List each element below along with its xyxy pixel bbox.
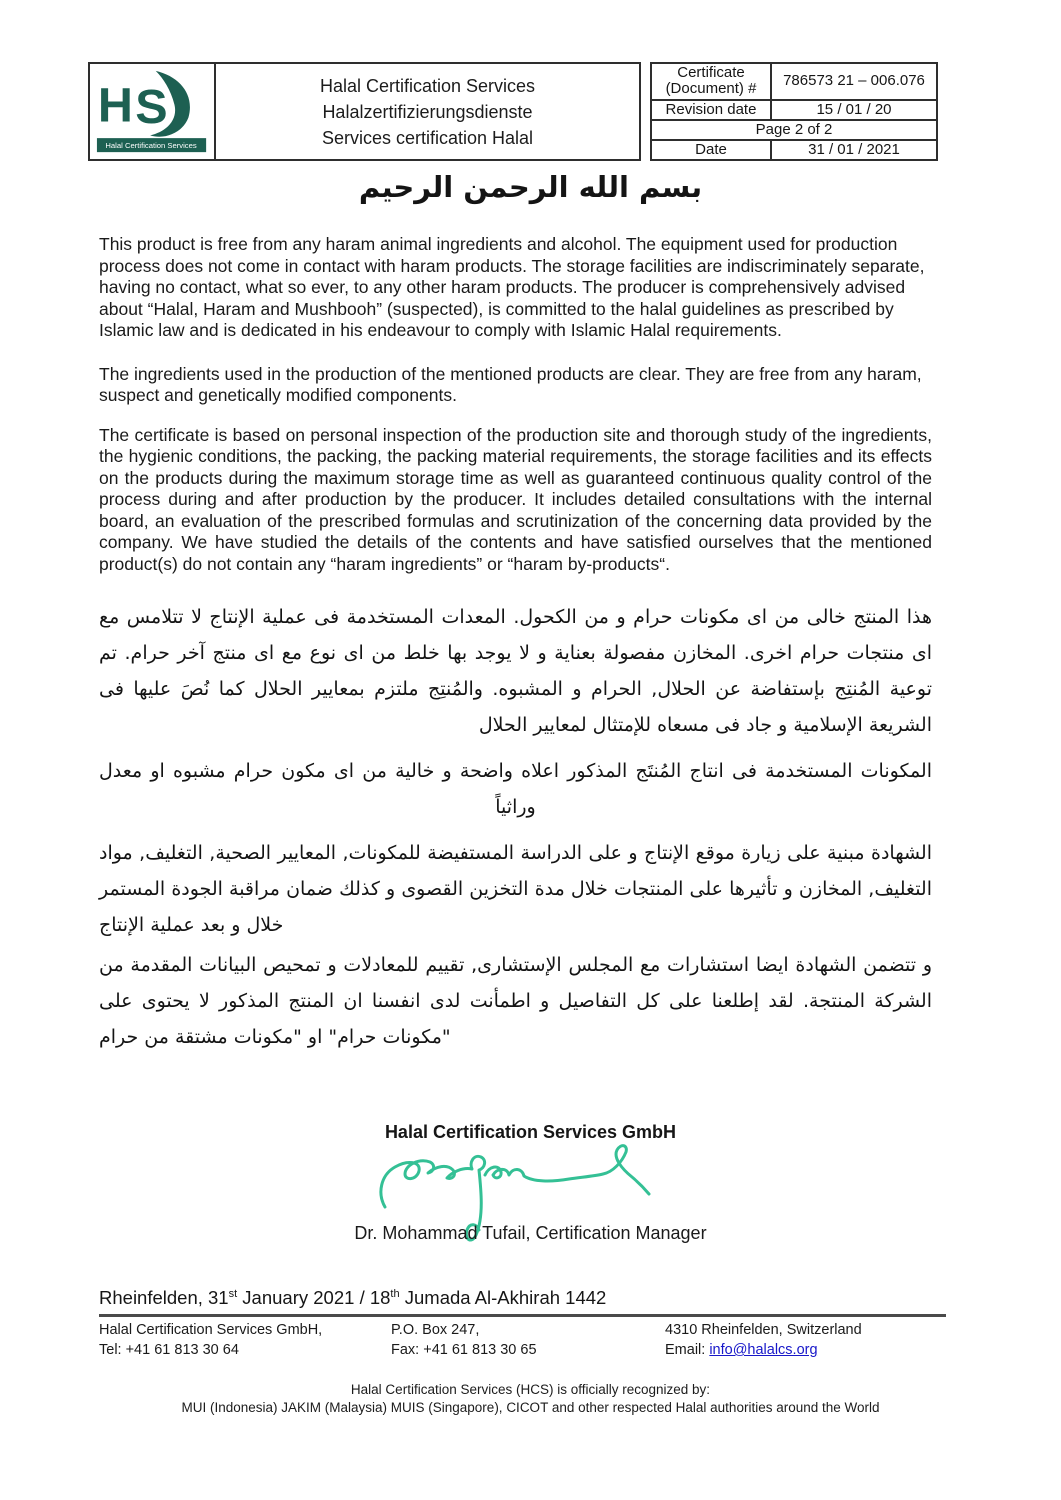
paragraph-ar-4: و تتضمن الشهادة ايضا استشارات مع المجلس الإستشارى, تقييم للمعادلات و تمحيص البيانات المقدمة من الشركة المنتجة. لقد إطلعنا على كل التفاصيل و اطمأنت لدى انفسنا ان المنتج المذكور لا يحتوى على "مكونات حرام" او "مكونات مشتقة من حرام [99, 954, 932, 1048]
email-link[interactable]: info@halalcs.org [709, 1342, 818, 1358]
table-row [651, 100, 937, 120]
dateline-suffix: Jumada Al-Akhirah 1442 [399, 1287, 607, 1308]
org-title-fr: Services certification Halal [321, 127, 534, 148]
logo-letter-s: S [135, 79, 168, 134]
footer-tel: Tel: +41 61 813 30 64 [99, 1342, 239, 1358]
signature-and-footer [0, 1122, 1061, 1417]
paragraph-en-3: The certificate is based on personal inspection of the production site and thorough study of the ingredients, the hygienic conditions, the packing, the packing material requirements, the storage facilities and its effects on the products during the maximum storage time as well as guaranteed continuous quality control of the process during and after production by the producer. It includes detailed consultations with the internal board, an evaluation of the prescribed formulas and scrutinization of the concerning data provided by the company. We have studied the details of the contents and have satisfied ourselves that the mentioned product(s) do not contain any “haram ingredients” or “haram by-products“. [99, 424, 932, 574]
org-titles [216, 64, 639, 159]
dateline-prefix: Rheinfelden, 31 [99, 1287, 229, 1308]
dateline [99, 1287, 946, 1317]
dateline-mid: January 2021 / 18 [237, 1287, 391, 1308]
footer-col-pobox [391, 1320, 665, 1360]
certificate-meta-table [650, 62, 938, 161]
footer-email-line [665, 1340, 946, 1360]
footer-city: 4310 Rheinfelden, Switzerland [665, 1322, 862, 1338]
footer-pobox: P.O. Box 247, [391, 1322, 480, 1338]
certificate-number-value: 786573 21 – 006.076 [771, 63, 937, 100]
company-name: Halal Certification Services GmbH [384, 1122, 677, 1142]
paragraph-en-2: The ingredients used in the production of the mentioned products are clear. They are free from any haram, suspect and genetically modified components. [99, 363, 922, 405]
document-header [88, 62, 1061, 161]
bismillah-calligraphy: بسم الله الرحمن الرحيم [358, 170, 703, 204]
footer-email-label: Email: [665, 1342, 710, 1358]
footer-company-line: Halal Certification Services GmbH, [99, 1322, 323, 1338]
footer-fax: Fax: +41 61 813 30 65 [391, 1342, 537, 1358]
paragraph-ar-2: المكونات المستخدمة فى انتاج المُنتَج المذكور اعلاه واضحة و خالية من اى مكون حرام مشبوه او معدل وراثياً [99, 760, 932, 818]
signer-name: Dr. Mohammad Tufail, Certification Manager [354, 1223, 707, 1243]
table-row [651, 63, 937, 100]
logo-banner-text: Halal Certification Services [105, 140, 197, 150]
recognition-statement [0, 1381, 1061, 1417]
date-label: Date [651, 140, 771, 160]
revision-date-label: Revision date [651, 100, 771, 120]
paragraph-en-1: This product is free from any haram animal ingredients and alcohol. The equipment used for production process does not come in contact with haram products. The storage facilities are indiscriminately separate, having no contact, what so ever, to any other haram products. The producer is comprehensively advised about “Halal, Haram and Mushbooh” (suspected), is committed to the halal guidelines as prescribed by Islamic law and is dedicated in his endeavour to comply with Islamic Halal requirements. [99, 234, 925, 340]
footer-contact [99, 1320, 946, 1360]
dateline-sup-st: st [228, 1287, 238, 1300]
recognition-line-2: MUI (Indonesia) JAKIM (Malaysia) MUIS (Singapore), CICOT and other respected Halal authorities around the World [181, 1400, 880, 1415]
hcs-logo [90, 64, 216, 159]
table-row [651, 120, 937, 139]
signature-block [0, 1143, 1061, 1247]
date-value: 31 / 01 / 2021 [771, 140, 937, 160]
header-identity-box [88, 62, 641, 161]
certificate-number-label: Certificate (Document) # [651, 63, 771, 100]
org-title-de: Halalzertifizierungsdienste [322, 101, 533, 122]
org-title-en: Halal Certification Services [319, 75, 536, 96]
logo-letter-h: H [97, 77, 133, 132]
revision-date-value: 15 / 01 / 20 [771, 100, 937, 120]
recognition-line-1: Halal Certification Services (HCS) is officially recognized by: [350, 1382, 711, 1397]
page-indicator: Page 2 of 2 [651, 120, 937, 139]
paragraph-ar-3: الشهادة مبنية على زيارة موقع الإنتاج و على الدراسة المستفيضة للمكونات, المعايير الصحية, التغليف, مواد التغليف, المخازن و تأثيرها على المنتجات خلال مدة التخزين القصوى و كذلك ضمان مراقبة الجودة المستمر خلال و بعد عملية الإنتاج [99, 842, 932, 936]
paragraph-ar-1: هذا المنتج خالى من اى مكونات حرام و من الكحول. المعدات المستخدمة فى عملية الإنتاج لا تتلامس مع اى منتجات حرام اخرى. المخازن مفصولة بعناية و لا يوجد بها خلط من اى نوع مع اى منتج آخر حرام. تم توعية المُنتِج بإستفاضة عن الحلال, الحرام و المشبوه. والمُنتِج ملتزم بمعايير الحلال كما نُصَ عليها فى الشريعة الإسلامية و جاد فى مسعاه للإمتثال لمعايير الحلال [99, 606, 932, 736]
dateline-sup-th: th [390, 1287, 400, 1300]
footer-col-address [665, 1320, 946, 1360]
footer-col-company [99, 1320, 391, 1360]
hcs-logo-graphic [96, 66, 208, 158]
table-row [651, 140, 937, 160]
document-body [99, 234, 932, 1055]
